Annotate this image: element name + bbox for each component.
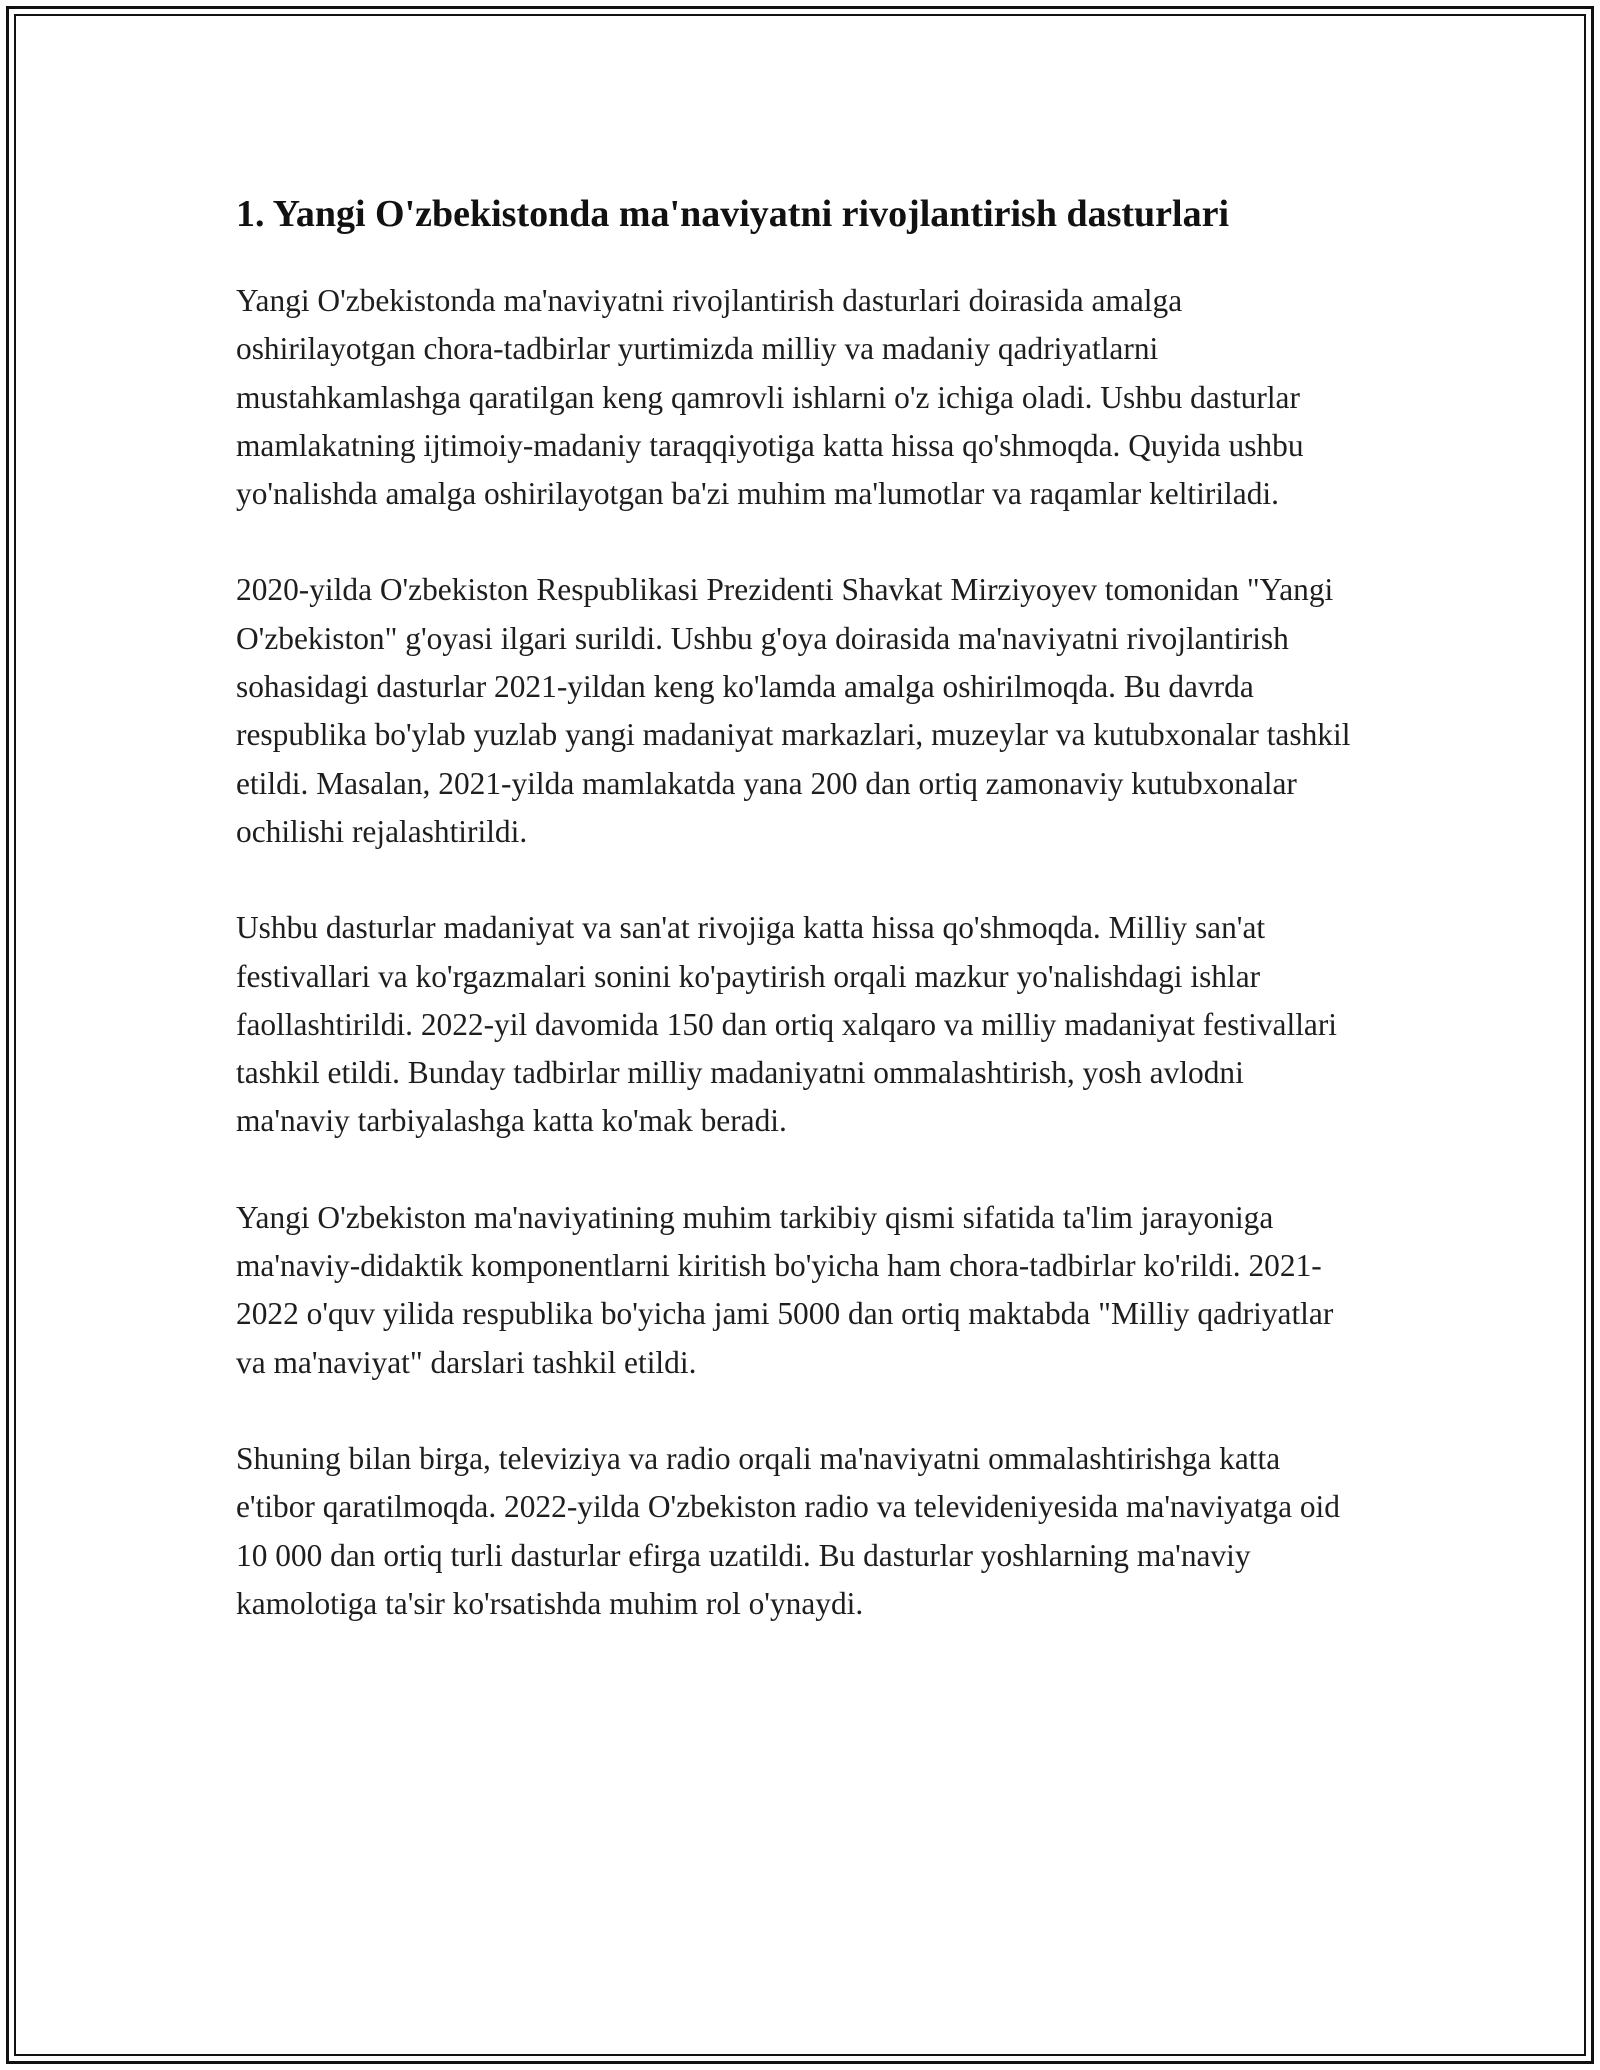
paragraph-3: Ushbu dasturlar madaniyat va san'at rivojiga katta hissa qo'shmoqda. Milliy san'at festivallari va ko'rgazmalari sonini ko'paytirish orqali mazkur yo'nalishdagi ishlar faollashtirildi. 2022-yil davomida 150 dan ortiq xalqaro va milliy madaniyat festivallari tashkil etildi. Bunday tadbirlar milliy madaniyatni ommalashtirish, yosh avlodni ma'naviy tarbiyalashga katta ko'mak beradi. [236,910,1338,1139]
paragraph-4: Yangi O'zbekiston ma'naviyatining muhim tarkibiy qismi sifatida ta'lim jarayoniga ma'naviy-didaktik komponentlarni kiritish bo'yicha ham chora-tadbirlar ko'rildi. 2021-2022 o'quv yilida respublika bo'yicha jami 5000 dan ortiq maktabda "Milliy qadriyatlar va ma'naviyat" darslari tashkil etildi. [236,1199,1334,1380]
paragraph-5: Shuning bilan birga, televiziya va radio orqali ma'naviyatni ommalashtirishga katta e'tibor qaratilmoqda. 2022-yilda O'zbekiston radio va televideniyesida ma'naviyatga oid 10 000 dan ortiq turli dasturlar efirga uzatildi. Bu dasturlar yoshlarning ma'naviy kamolotiga ta'sir ko'rsatishda muhim rol o'ynaydi. [236,1440,1340,1621]
paragraph-2: 2020-yilda O'zbekiston Respublikasi Prezidenti Shavkat Mirziyoyev tomonidan "Yangi O'zbekiston" g'oyasi ilgari surildi. Ushbu g'oya doirasida ma'naviyatni rivojlantirish sohasidagi dasturlar 2021-yildan keng ko'lamda amalga oshirilmoqda. Bu davrda respublika bo'ylab yuzlab yangi madaniyat markazlari, muzeylar va kutubxonalar tashkil etildi. Masalan, 2021-yilda mamlakatda yana 200 dan ortiq zamonaviy kutubxonalar ochilishi rejalashtirildi. [236,572,1351,849]
document-body [236,183,1356,1676]
paragraph-1: Yangi O'zbekistonda ma'naviyatni rivojlantirish dasturlari doirasida amalga oshirilayotgan chora-tadbirlar yurtimizda milliy va madaniy qadriyatlarni mustahkamlashga qaratilgan keng qamrovli ishlarni o'z ichiga oladi. Ushbu dasturlar mamlakatning ijtimoiy-madaniy taraqqiyotiga katta hissa qo'shmoqda. Quyida ushbu yo'nalishda amalga oshirilayotgan ba'zi muhim ma'lumotlar va raqamlar keltiriladi. [236,283,1304,512]
document-title: 1. Yangi O'zbekistonda ma'naviyatni rivojlantirish dasturlari [236,193,1230,235]
